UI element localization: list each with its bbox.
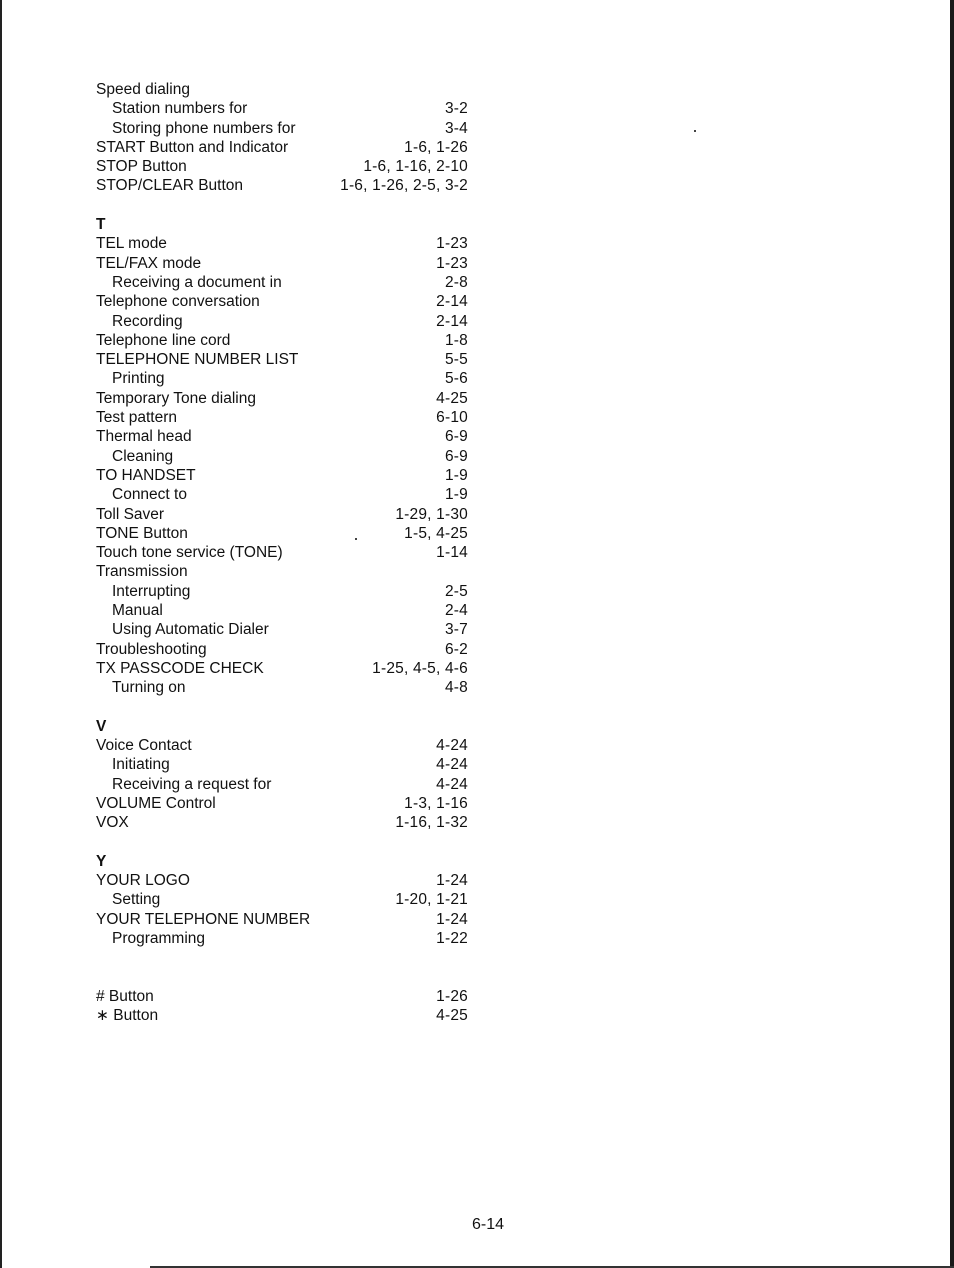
index-entry [96,543,468,562]
entry-term: Toll Saver [96,505,165,523]
entry-pages: 1-9 [444,466,468,484]
index-entry [96,813,468,832]
entry-pages: 1-9 [444,486,468,504]
entry-pages: 6-9 [444,447,468,465]
index-subentry [96,755,468,774]
index-entry [96,292,468,311]
entry-term: STOP/CLEAR Button [96,177,244,195]
entry-term: Cleaning [112,447,174,465]
entry-term: TX PASSCODE CHECK [96,659,264,677]
entry-pages: 1-8 [444,331,468,349]
entry-term: Voice Contact [96,737,192,755]
entry-pages: 3-7 [444,621,468,639]
entry-pages: 2-8 [444,273,468,291]
entry-term: Station numbers for [112,100,248,118]
index-entry [96,640,468,659]
entry-term: ∗ Button [96,1007,159,1025]
entry-term: YOUR LOGO [96,872,190,890]
index-entry [96,659,468,678]
index-entry [96,1006,468,1025]
entry-pages: 2-14 [436,293,468,311]
entry-pages: 1-26 [436,987,468,1005]
index-subentry [96,678,468,697]
entry-pages: 2-4 [444,602,468,620]
entry-pages: 1-22 [436,930,468,948]
entry-term: Using Automatic Dialer [112,621,269,639]
entry-term: Connect to [112,486,187,504]
entry-pages: 1-6, 1-16, 2-10 [363,158,468,176]
entry-term: Manual [112,602,163,620]
index-entry [96,466,468,485]
index-entry [96,427,468,446]
entry-term: TO HANDSET [96,466,196,484]
entry-term: Thermal head [96,428,192,446]
entry-pages: 1-16, 1-32 [395,814,468,832]
index-entry [96,524,468,543]
entry-pages: 1-25, 4-5, 4-6 [372,659,468,677]
entry-pages: 4-24 [436,775,468,793]
entry-term: STOP Button [96,158,187,176]
entry-pages: 1-5, 4-25 [404,524,468,542]
index-subentry [96,447,468,466]
page-number: 6-14 [472,1216,505,1233]
entry-pages: 3-2 [444,100,468,118]
index-subentry [96,119,468,138]
entry-pages: 5-6 [444,370,468,388]
scan-edge-right [950,0,954,1268]
entry-pages: 6-9 [444,428,468,446]
index-subentry [96,929,468,948]
entry-term: Initiating [112,756,170,774]
entry-pages: 1-24 [436,910,468,928]
index-subentry [96,369,468,388]
entry-term: TELEPHONE NUMBER LIST [96,351,299,369]
entry-term: # Button [96,987,154,1005]
entry-pages: 2-5 [444,582,468,600]
entry-term: Temporary Tone dialing [96,389,256,407]
section-gap [96,196,468,215]
entry-term: START Button and Indicator [96,138,289,156]
entry-term: YOUR TELEPHONE NUMBER [96,910,311,928]
section-gap [96,833,468,852]
entry-term: Transmission [96,563,188,581]
entry-pages: 4-24 [436,737,468,755]
index-subentry [96,620,468,639]
scan-edge-left [0,0,2,1268]
entry-term: Receiving a document in [112,273,282,291]
entry-pages: 1-29, 1-30 [395,505,468,523]
entry-term: TEL mode [96,235,167,253]
entry-term: Telephone conversation [96,293,260,311]
section-letter: T [96,216,106,234]
index-entry [96,910,468,929]
index-entry [96,331,468,350]
scan-speck [694,130,696,132]
index-entry [96,157,468,176]
index-subentry [96,775,468,794]
index-entry [96,234,468,253]
index-column [96,80,468,1026]
index-entry [96,505,468,524]
index-subentry [96,99,468,118]
entry-term: TONE Button [96,524,188,542]
index-subentry [96,601,468,620]
entry-pages: 1-23 [436,235,468,253]
section-gap [96,948,468,987]
entry-term: Troubleshooting [96,640,207,658]
entry-pages: 6-10 [436,409,468,427]
entry-pages: 2-14 [436,312,468,330]
section-letter: V [96,717,107,735]
index-entry [96,176,468,195]
entry-term: Storing phone numbers for [112,119,296,137]
section-gap [96,698,468,717]
index-entry [96,736,468,755]
entry-pages: 4-8 [444,679,468,697]
entry-term: Touch tone service (TONE) [96,544,283,562]
entry-term: Telephone line cord [96,331,231,349]
entry-pages: 1-24 [436,872,468,890]
index-subentry [96,890,468,909]
index-subentry [96,312,468,331]
entry-term: Speed dialing [96,81,190,98]
index-entry [96,794,468,813]
entry-term: Programming [112,930,206,948]
index-subentry [96,582,468,601]
entry-term: Interrupting [112,582,191,600]
index-entry [96,408,468,427]
entry-term: TEL/FAX mode [96,254,202,272]
entry-pages: 5-5 [444,351,468,369]
entry-term: VOLUME Control [96,794,216,812]
entry-term: VOX [96,814,129,832]
entry-pages: 4-25 [436,389,468,407]
index-entry [96,138,468,157]
index-entry [96,350,468,369]
entry-term: Test pattern [96,409,177,427]
entry-pages: 4-24 [436,756,468,774]
entry-pages: 1-20, 1-21 [395,891,468,909]
entry-pages: 1-6, 1-26 [404,138,468,156]
index-entry [96,80,468,99]
entry-pages: 1-6, 1-26, 2-5, 3-2 [340,177,468,195]
index-entry [96,389,468,408]
section-letter: Y [96,852,107,870]
index-entry [96,562,468,581]
entry-term: Receiving a request for [112,775,272,793]
index-entry [96,254,468,273]
index-entry [96,987,468,1006]
entry-term: Recording [112,312,183,330]
index-entry [96,871,468,890]
entry-pages: 4-25 [436,1007,468,1025]
entry-term: Printing [112,370,165,388]
entry-term: Turning on [112,679,186,697]
entry-pages: 1-3, 1-16 [404,794,468,812]
entry-pages: 1-23 [436,254,468,272]
index-subentry [96,273,468,292]
index-subentry [96,485,468,504]
entry-pages: 6-2 [444,640,468,658]
entry-term: Setting [112,891,161,909]
entry-pages: 3-4 [444,119,468,137]
entry-pages: 1-14 [436,544,468,562]
